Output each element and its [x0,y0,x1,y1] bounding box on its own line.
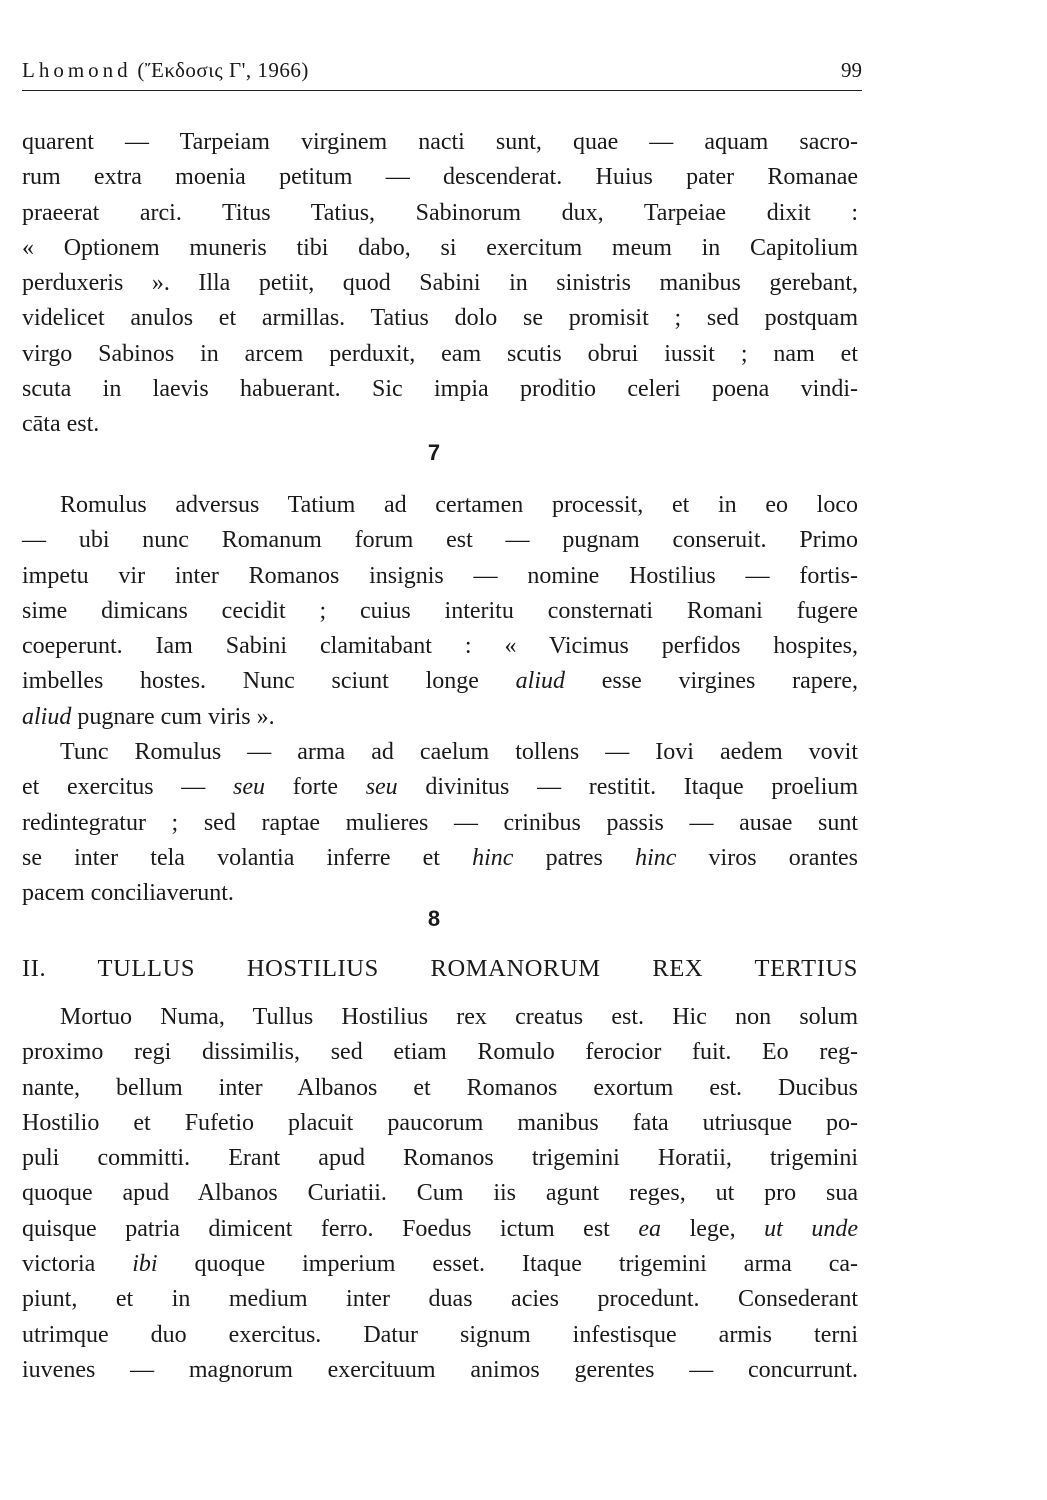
text-line: « Optionem muneris tibi dabo, si exercitum meum in Capitolium [22,234,858,261]
italic-word: ea [638,1215,662,1242]
italic-word: ut unde [764,1215,858,1242]
text-span: pugnare cum viris ». [77,703,275,730]
text-line: rum extra moenia petitum — descenderat. Huius pater Romanae [22,164,858,191]
text-span: se inter tela volantia inferre et [22,844,440,871]
text-line: videlicet anulos et armillas. Tatius dolo se promisit ; sed postquam [22,305,858,332]
text-span: divinitus — restitit. Itaque proelium [425,774,859,801]
italic-word: seu [365,774,398,801]
chapter-number-7: 7 [427,440,441,465]
text-line: piunt, et in medium inter duas acies procedunt. Consederant [22,1286,858,1313]
text-span: imbelles hostes. Nunc sciunt longe [22,668,479,695]
text-span: quoque imperium esset. Itaque trigemini arma ca- [194,1251,858,1278]
text-span: victoria [22,1251,96,1278]
text-line: praeerat arci. Titus Tatius, Sabinorum dux, Tarpeiae dixit : [22,199,858,226]
text-span: esse virgines rapere, [601,668,859,695]
italic-word: hinc [472,844,514,871]
text-line: impetu vir inter Romanos insignis — nomine Hostilius — fortis- [22,562,858,589]
text-line [22,1247,858,1282]
section-heading: II. TULLUS HOSTILIUS ROMANORUM REX TERTIUS [22,955,858,982]
text-line: iuvenes — magnorum exercituum animos gerentes — concurrunt. [22,1356,858,1383]
text-line: virgo Sabinos in arcem perduxit, eam scutis obrui iussit ; nam et [22,340,858,367]
text-line: cāta est. [22,411,100,438]
paragraph-tullus [22,1000,858,1388]
italic-word: hinc [635,844,677,871]
text-line: puli committi. Erant apud Romanos trigemini Horatii, trigemini [22,1145,858,1172]
text-line [22,841,858,876]
text-line: sime dimicans cecidit ; cuius interitu consternati Romani fugere [22,597,858,624]
text-line: Hostilio et Fufetio placuit paucorum manibus fata utriusque po- [22,1109,858,1136]
running-header-title [22,58,309,83]
text-line: quoque apud Albanos Curiatii. Cum iis agunt reges, ut pro sua [22,1180,858,1207]
text-line: nante, bellum inter Albanos et Romanos exortum est. Ducibus [22,1074,858,1101]
paragraph-romulus [22,488,858,912]
text-line: — ubi nunc Romanum forum est — pugnam conseruit. Primo [22,527,858,554]
running-header [22,54,862,91]
text-span: et exercitus — [22,774,206,801]
text-line [22,1212,858,1247]
text-span: forte [292,774,338,801]
text-line: coeperunt. Iam Sabini clamitabant : « Vicimus perfidos hospites, [22,633,858,660]
text-line: proximo regi dissimilis, sed etiam Romulo ferocior fuit. Eo reg- [22,1039,858,1066]
edition-note: (Ἔκδοσις Γ', 1966) [137,58,309,82]
text-line: Romulus adversus Tatium ad certamen processit, et in eo loco [60,492,858,518]
italic-word: ibi [132,1251,158,1278]
text-line [22,664,858,699]
author-name: Lhomond [22,58,132,82]
chapter-number-8: 8 [427,906,441,931]
text-line: pacem conciliaverunt. [22,880,234,907]
text-line: perduxeris ». Illa petiit, quod Sabini in sinistris manibus gerebant, [22,270,858,297]
page-number: 99 [841,58,862,82]
text-line [22,700,858,735]
text-line [22,770,858,805]
italic-word: aliud [22,703,72,730]
text-span: quisque patria dimicent ferro. Foedus ictum est [22,1215,610,1242]
paragraph-tarpeia [22,125,858,443]
text-span: viros orantes [708,844,859,871]
italic-word: seu [233,774,265,801]
text-line: Mortuo Numa, Tullus Hostilius rex creatus est. Hic non solum [60,1004,858,1030]
text-line: Tunc Romulus — arma ad caelum tollens — Iovi aedem vovit [60,739,858,766]
italic-word: aliud [515,668,565,695]
text-line: redintegratur ; sed raptae mulieres — crinibus passis — ausae sunt [22,809,858,836]
text-span: lege, [689,1215,736,1242]
text-line: quarent — Tarpeiam virginem nacti sunt, quae — aquam sacro- [22,129,858,155]
text-span: patres [545,844,603,871]
text-line: utrimque duo exercitus. Datur signum infestisque armis terni [22,1321,858,1348]
text-line: scuta in laevis habuerant. Sic impia proditio celeri poena vindi- [22,376,858,403]
